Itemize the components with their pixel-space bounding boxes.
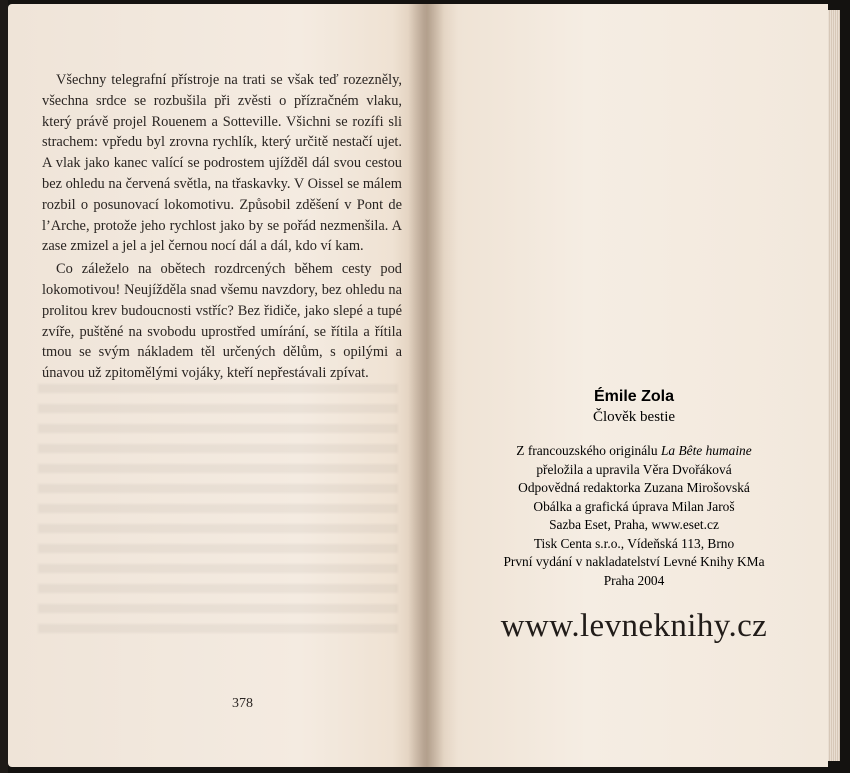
book-cover-edge [0, 0, 8, 773]
paragraph: Co záleželo na obětech rozdrcených během cesty pod lokomotivou! Neujížděla snad všemu navzdory, bez ohledu na prolitou krev budoucnosti vstříc? Bez řidiče, jako slepé a tupé zvíře, puštěné na svobodu uprostřed umírání, se řítila a řítila tmou se svým nákladem těl určených dělům, s opilými a únavou už zpitomělými vojáky, kteří nepřestávali zpívat. [42, 261, 402, 382]
show-through-text [38, 384, 398, 644]
book-title: Člověk bestie [592, 408, 676, 425]
credit-line: Obálka a grafická úprava Milan Jaroš [533, 498, 735, 514]
credit-original-prefix: Z francouzského originálu [516, 443, 661, 458]
credit-line: Tisk Centa s.r.o., Vídeňská 113, Brno [533, 535, 735, 551]
author-name: Émile Zola [593, 388, 675, 405]
page-block-edge [828, 10, 840, 761]
book-gutter [408, 4, 444, 767]
paragraph: Všechny telegrafní přístroje na trati se však teď rozezněly, všechna srdce se rozbušila při zvěsti o přízračném vlaku, který právě projel Rouenem a Sotteville. Všichni se rozífi sli strachem: vpředu byl zrovna rychlík, který určitě nestačí ujet. A vlak jako kanec valící se podrostem ujížděl dál svou cestou bez ohledu na červená světla, na třaskavky. V Oissel se málem rozbil o posunovací lokomotivu. Způsobil zděšení v Pont de l’Arche, protože jeho rychlost jako by se pořád nezmenšila. A zase zmizel a jel a jel černou nocí dál a dál, kdo ví kam. [42, 72, 402, 255]
page-number: 378 [232, 696, 253, 711]
original-title: La Bête humaine [660, 443, 752, 458]
credit-line [440, 442, 828, 461]
right-page [426, 4, 828, 767]
credit-line: Odpovědná redaktorka Zuzana Mirošovská [518, 480, 750, 495]
publisher-website: www.levneknihy.cz [500, 608, 768, 644]
credit-line: První vydání v nakladatelství Levné Knihy KMa [503, 554, 765, 569]
credit-line: Sazba Eset, Praha, www.eset.cz [549, 517, 719, 532]
credit-line: přeložila a upravila Věra Dvořáková [536, 461, 732, 477]
credit-line: Praha 2004 [603, 572, 665, 588]
imprint [440, 388, 828, 590]
body-text [42, 70, 402, 384]
left-page [8, 4, 426, 767]
